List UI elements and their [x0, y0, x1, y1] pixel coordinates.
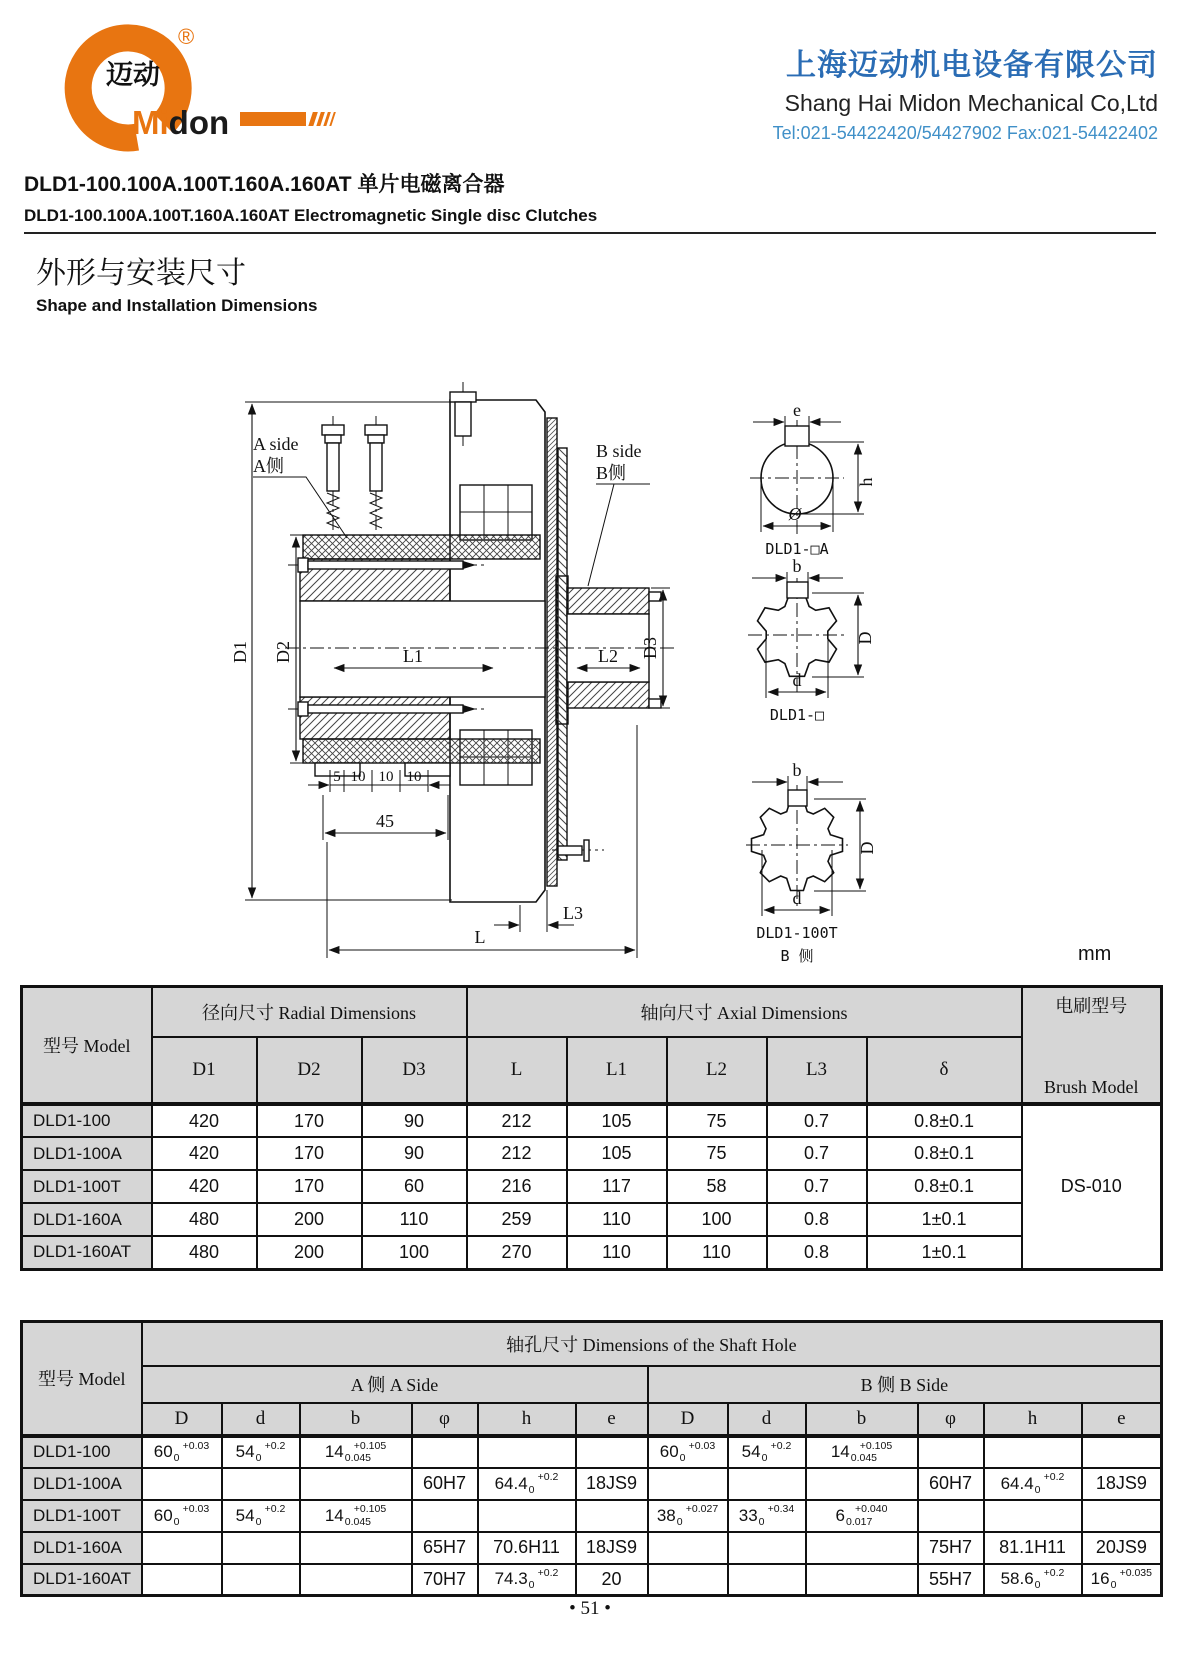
value-cell: 75 [667, 1104, 767, 1137]
value-cell: 110 [567, 1203, 667, 1236]
t2-col-d-a: d [222, 1403, 300, 1436]
value-cell: 212 [467, 1104, 567, 1137]
svg-text:L3: L3 [563, 903, 583, 923]
dim-45 [323, 795, 448, 840]
value-cell: 65H7 [412, 1532, 478, 1564]
value-cell [806, 1564, 918, 1596]
svg-text:h: h [856, 477, 876, 487]
value-cell: 0.8 [767, 1203, 867, 1236]
value-cell [728, 1468, 806, 1500]
detail-caption-3: DLD1-100T [756, 924, 838, 942]
value-cell [918, 1436, 984, 1468]
svg-text:A侧: A侧 [253, 456, 284, 476]
t2-header-title: 轴孔尺寸 Dimensions of the Shaft Hole [142, 1322, 1162, 1366]
t1-header-brush-en: Brush Model [1044, 1077, 1139, 1097]
t2-col-φ-b: φ [918, 1403, 984, 1436]
svg-text:b: b [792, 760, 802, 780]
value-cell [984, 1500, 1082, 1532]
value-cell: 110 [567, 1236, 667, 1269]
coil-window-top [460, 485, 532, 540]
table-row [22, 1137, 1162, 1170]
product-title-block [24, 168, 1180, 234]
value-cell: 200 [257, 1203, 362, 1236]
t2-col-D-a: D [142, 1403, 222, 1436]
value-cell: 70H7 [412, 1564, 478, 1596]
svg-text:D1: D1 [230, 641, 250, 663]
spline8-keyway [788, 790, 807, 806]
unit-label: mm [1078, 943, 1112, 965]
detail-view-keyway [750, 400, 876, 558]
value-cell: 75H7 [918, 1532, 984, 1564]
value-cell: 60H7 [918, 1468, 984, 1500]
friction-lining-top [303, 535, 540, 559]
hub-bottom [300, 697, 450, 739]
svg-text:e: e [793, 400, 801, 420]
table-row [22, 1468, 1162, 1500]
svg-text:Ø: Ø [788, 504, 802, 524]
value-cell [300, 1468, 412, 1500]
value-cell [806, 1468, 918, 1500]
t2-col-e-b: e [1082, 1403, 1162, 1436]
model-cell: DLD1-100T [22, 1500, 142, 1532]
svg-text:10: 10 [378, 769, 394, 785]
value-cell: 58.6 +0.2 0 [984, 1564, 1082, 1596]
t2-col-e-a: e [576, 1403, 648, 1436]
value-cell: 105 [567, 1104, 667, 1137]
midon-logo-graphic [28, 10, 338, 160]
value-cell [300, 1564, 412, 1596]
technical-drawing [0, 330, 1180, 980]
value-cell: 18JS9 [576, 1468, 648, 1500]
logo-bar [240, 112, 306, 126]
value-cell: 420 [152, 1104, 257, 1137]
b-hub-screw-top [649, 592, 661, 601]
value-cell: 60 +0.03 0 [142, 1436, 222, 1468]
table-row [22, 1203, 1162, 1236]
svg-text:D: D [855, 631, 875, 645]
main-section-view [230, 382, 676, 958]
svg-text:A side: A side [253, 434, 299, 454]
midon-logo [28, 10, 338, 160]
keyway-slot [785, 426, 809, 446]
model-cell: DLD1-160A [22, 1532, 142, 1564]
model-cell: DLD1-100A [22, 1468, 142, 1500]
value-cell: 0.7 [767, 1137, 867, 1170]
value-cell [478, 1436, 576, 1468]
svg-text:L2: L2 [598, 646, 618, 666]
t2-header-b-side: B 侧 B Side [648, 1366, 1162, 1403]
t1-header-model: 型号 Model [22, 987, 152, 1105]
value-cell: 0.7 [767, 1104, 867, 1137]
logo-stripes-icon [308, 112, 336, 126]
rotor-top-bolt [450, 382, 476, 448]
t2-col-h-a: h [478, 1403, 576, 1436]
section-heading-en: Shape and Installation Dimensions [36, 296, 318, 315]
value-cell: 1±0.1 [867, 1236, 1022, 1269]
model-cell: DLD1-100 [22, 1436, 142, 1468]
t1-col-L: L [467, 1037, 567, 1104]
value-cell [1082, 1436, 1162, 1468]
t1-col-delta: δ [867, 1037, 1022, 1104]
value-cell [1082, 1500, 1162, 1532]
adjusting-stud-1 [322, 416, 344, 532]
model-cell: DLD1-100 [22, 1104, 152, 1137]
svg-text:5: 5 [333, 769, 341, 785]
value-cell: 64.4 +0.2 0 [478, 1468, 576, 1500]
value-cell [576, 1500, 648, 1532]
value-cell: 6 +0.040 0.017 [806, 1500, 918, 1532]
value-cell: 33 +0.34 0 [728, 1500, 806, 1532]
table-row [22, 1236, 1162, 1269]
t2-col-h-b: h [984, 1403, 1082, 1436]
value-cell [806, 1532, 918, 1564]
svg-text:B side: B side [596, 441, 642, 461]
value-cell [918, 1500, 984, 1532]
svg-text:L1: L1 [403, 646, 423, 666]
value-cell: 20JS9 [1082, 1532, 1162, 1564]
value-cell: 259 [467, 1203, 567, 1236]
value-cell: 170 [257, 1137, 362, 1170]
value-cell [412, 1500, 478, 1532]
svg-text:d: d [792, 888, 802, 908]
b-side-label [588, 441, 650, 586]
value-cell [648, 1532, 728, 1564]
company-info [598, 40, 1158, 144]
svg-text:D2: D2 [273, 641, 293, 663]
value-cell: 16 +0.035 0 [1082, 1564, 1162, 1596]
t2-header-model: 型号 Model [22, 1322, 142, 1436]
t2-col-d-b: d [728, 1403, 806, 1436]
t1-col-L3: L3 [767, 1037, 867, 1104]
value-cell: 90 [362, 1137, 467, 1170]
b-hub-screw-bottom [649, 699, 661, 708]
value-cell: 0.8±0.1 [867, 1137, 1022, 1170]
value-cell: 54 +0.2 0 [222, 1500, 300, 1532]
value-cell [984, 1436, 1082, 1468]
dimensions-table [20, 985, 1163, 1271]
svg-text:d: d [792, 670, 802, 690]
value-cell [222, 1468, 300, 1500]
company-name-en: Shang Hai Midon Mechanical Co,Ltd [784, 90, 1158, 116]
value-cell [300, 1532, 412, 1564]
value-cell [222, 1564, 300, 1596]
table-row [22, 1532, 1162, 1564]
value-cell: 60 +0.03 0 [142, 1500, 222, 1532]
model-cell: DLD1-160A [22, 1203, 152, 1236]
value-cell: 70.6H11 [478, 1532, 576, 1564]
value-cell: 170 [257, 1104, 362, 1137]
detail-caption-1: DLD1-□A [765, 540, 829, 558]
t2-header-a-side: A 侧 A Side [142, 1366, 648, 1403]
value-cell: 14 +0.105 0.045 [300, 1436, 412, 1468]
value-cell: 75 [667, 1137, 767, 1170]
t1-header-brush-cn: 电刷型号 [1055, 996, 1128, 1016]
section-heading-cn: 外形与安装尺寸 [36, 257, 246, 290]
t1-header-axial: 轴向尺寸 Axial Dimensions [467, 987, 1022, 1038]
product-title-cn: DLD1-100.100A.100T.160A.160AT 单片电磁离合器 [24, 173, 505, 196]
value-cell [576, 1436, 648, 1468]
t1-col-L2: L2 [667, 1037, 767, 1104]
value-cell: 212 [467, 1137, 567, 1170]
t2-col-b-b: b [806, 1403, 918, 1436]
value-cell: 18JS9 [1082, 1468, 1162, 1500]
value-cell: 0.8 [767, 1236, 867, 1269]
value-cell: 110 [667, 1236, 767, 1269]
value-cell: 117 [567, 1170, 667, 1203]
svg-text:B侧: B侧 [596, 463, 627, 483]
value-cell: 216 [467, 1170, 567, 1203]
svg-text:b: b [792, 556, 802, 576]
value-cell: 480 [152, 1203, 257, 1236]
value-cell [142, 1532, 222, 1564]
svg-text:D3: D3 [640, 637, 660, 659]
value-cell: 420 [152, 1137, 257, 1170]
t1-header-radial: 径向尺寸 Radial Dimensions [152, 987, 467, 1038]
value-cell: 1±0.1 [867, 1203, 1022, 1236]
svg-text:45: 45 [376, 811, 394, 831]
page-number: • 51 • [569, 1598, 611, 1619]
dim-L3 [494, 890, 583, 932]
value-cell: 200 [257, 1236, 362, 1269]
value-cell: 270 [467, 1236, 567, 1269]
logo-cn-text: 迈动 [106, 60, 160, 90]
table-row [22, 1500, 1162, 1532]
model-cell: DLD1-100T [22, 1170, 152, 1203]
detail-view-spline6 [748, 556, 875, 724]
product-title-en: DLD1-100.100A.100T.160A.160AT Electromagnetic Single disc Clutches [24, 206, 1156, 234]
value-cell: 0.8±0.1 [867, 1170, 1022, 1203]
svg-text:L: L [474, 927, 486, 947]
value-cell [142, 1564, 222, 1596]
value-cell [648, 1468, 728, 1500]
section-heading [36, 248, 318, 316]
value-cell: 81.1H11 [984, 1532, 1082, 1564]
t1-col-D1: D1 [152, 1037, 257, 1104]
value-cell: 14 +0.105 0.045 [806, 1436, 918, 1468]
value-cell: 54 +0.2 0 [728, 1436, 806, 1468]
value-cell [728, 1564, 806, 1596]
value-cell: 100 [362, 1236, 467, 1269]
value-cell [142, 1468, 222, 1500]
table-row [22, 1436, 1162, 1468]
value-cell [412, 1436, 478, 1468]
shaft-hole-table [20, 1320, 1163, 1597]
value-cell: 100 [667, 1203, 767, 1236]
value-cell: 170 [257, 1170, 362, 1203]
svg-text:D: D [857, 841, 877, 855]
value-cell: 58 [667, 1170, 767, 1203]
brush-model-cell: DS-010 [1022, 1104, 1162, 1269]
dim-d3v [762, 850, 832, 916]
value-cell: 60H7 [412, 1468, 478, 1500]
value-cell: 54 +0.2 0 [222, 1436, 300, 1468]
svg-text:10: 10 [406, 769, 422, 785]
company-contact: Tel:021-54422420/54427902 Fax:021-54422402 [772, 123, 1158, 143]
value-cell: 60 +0.03 0 [648, 1436, 728, 1468]
value-cell: 480 [152, 1236, 257, 1269]
logo-brand-text: Midon [132, 104, 230, 141]
value-cell: 20 [576, 1564, 648, 1596]
value-cell: 14 +0.105 0.045 [300, 1500, 412, 1532]
model-cell: DLD1-100A [22, 1137, 152, 1170]
value-cell: 60 [362, 1170, 467, 1203]
t1-col-L1: L1 [567, 1037, 667, 1104]
value-cell: 0.7 [767, 1170, 867, 1203]
value-cell: 55H7 [918, 1564, 984, 1596]
value-cell [478, 1500, 576, 1532]
t2-col-D-b: D [648, 1403, 728, 1436]
registered-mark: ® [178, 24, 195, 49]
spline6-keyway [787, 582, 808, 598]
value-cell: 74.3 +0.2 0 [478, 1564, 576, 1596]
t2-col-φ-a: φ [412, 1403, 478, 1436]
detail-caption-2: DLD1-□ [769, 706, 825, 724]
table-row [22, 1170, 1162, 1203]
value-cell [728, 1532, 806, 1564]
company-name-cn: 上海迈动机电设备有限公司 [786, 49, 1158, 82]
svg-text:10: 10 [350, 769, 366, 785]
value-cell: 110 [362, 1203, 467, 1236]
model-cell: DLD1-160AT [22, 1564, 142, 1596]
value-cell: 90 [362, 1104, 467, 1137]
value-cell: 0.8±0.1 [867, 1104, 1022, 1137]
value-cell: 38 +0.027 0 [648, 1500, 728, 1532]
value-cell [648, 1564, 728, 1596]
t1-col-D3: D3 [362, 1037, 467, 1104]
detail-view-spline8 [746, 760, 877, 965]
t1-col-D2: D2 [257, 1037, 362, 1104]
value-cell: 64.4 +0.2 0 [984, 1468, 1082, 1500]
table-row [22, 1104, 1162, 1137]
friction-lining-bottom [303, 739, 540, 763]
t2-col-b-a: b [300, 1403, 412, 1436]
table-row [22, 1564, 1162, 1596]
value-cell: 420 [152, 1170, 257, 1203]
page-header [0, 0, 1180, 160]
value-cell: 105 [567, 1137, 667, 1170]
value-cell: 18JS9 [576, 1532, 648, 1564]
adjusting-stud-2 [365, 416, 387, 532]
detail-caption-3b: B 侧 [780, 947, 814, 965]
b-hub-flange [556, 576, 568, 724]
value-cell [222, 1532, 300, 1564]
t1-header-brush [1022, 987, 1162, 1105]
model-cell: DLD1-160AT [22, 1236, 152, 1269]
